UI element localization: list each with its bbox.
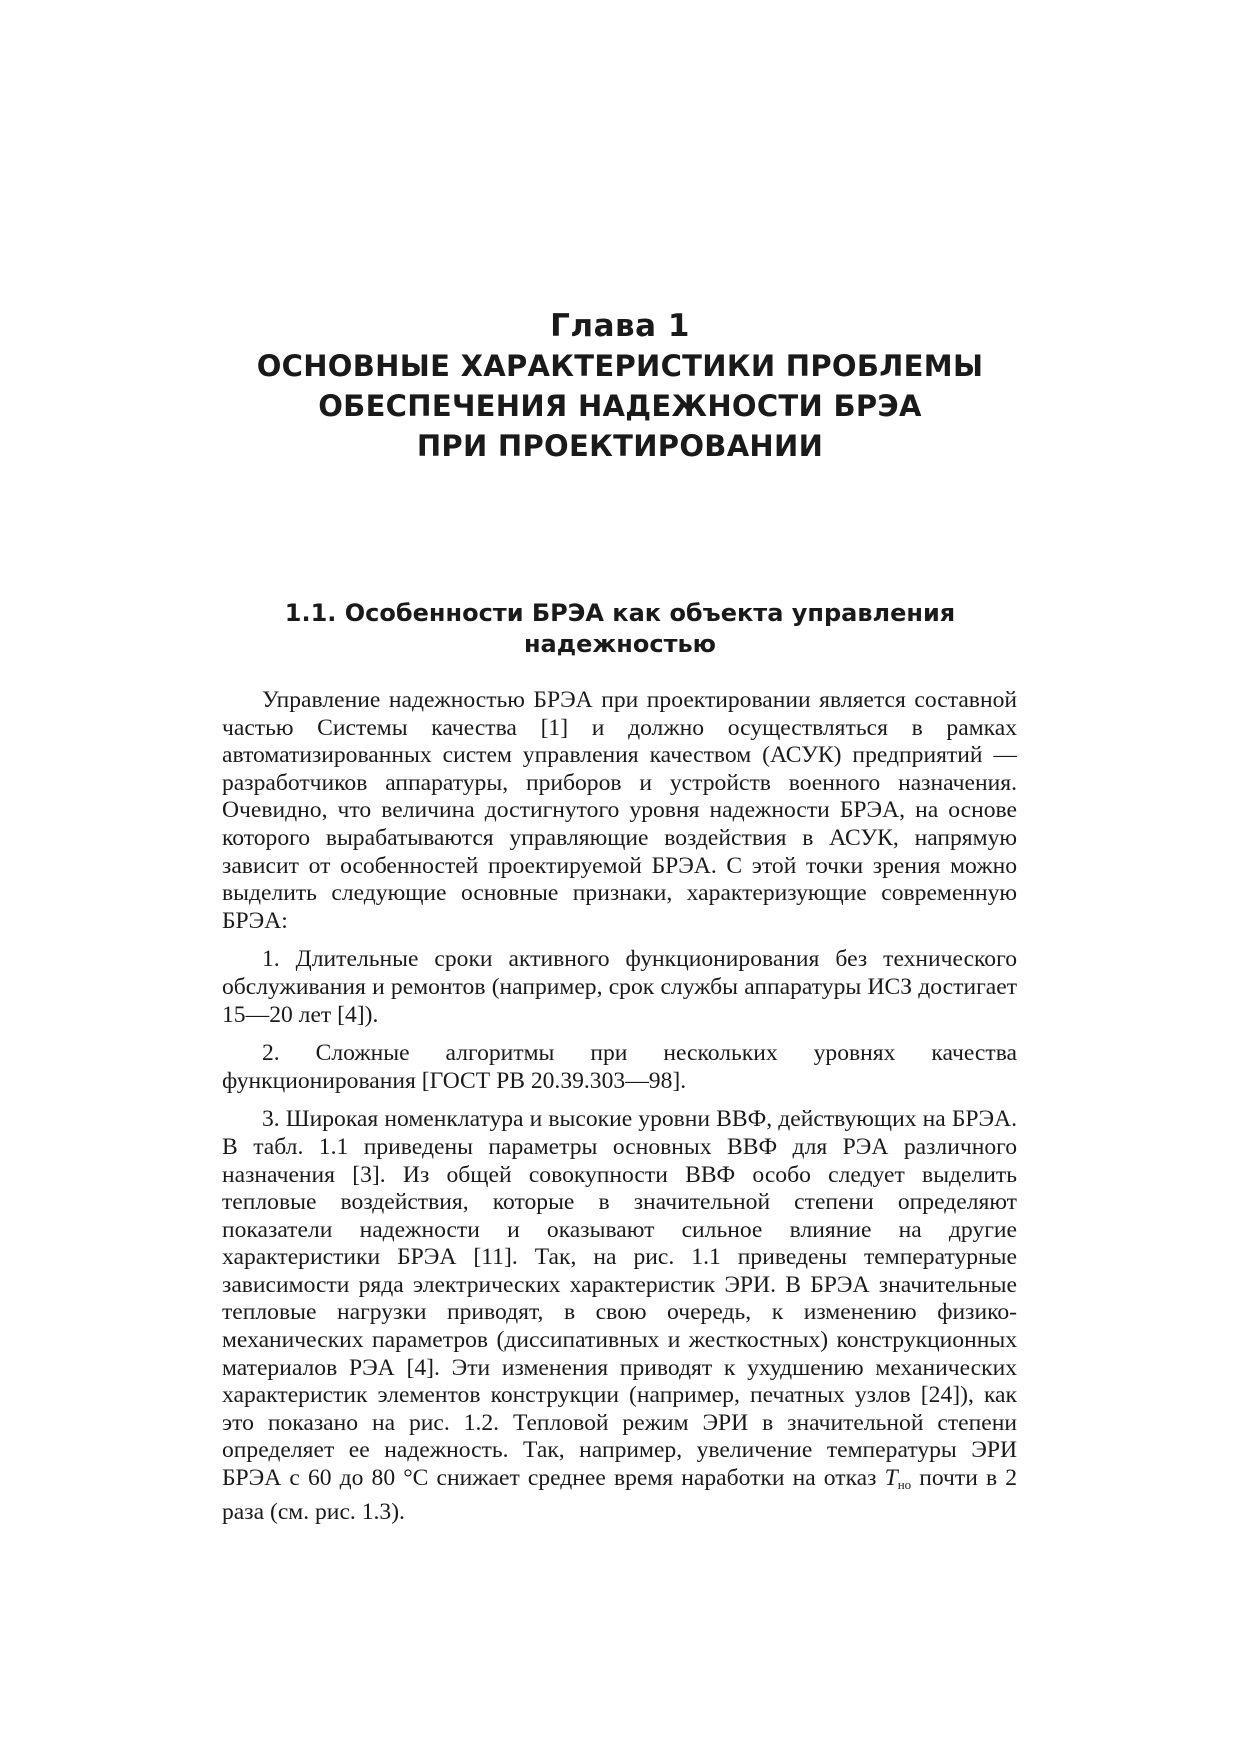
body-text bbox=[222, 687, 1017, 1526]
list-item-3 bbox=[222, 1106, 1017, 1526]
chapter-title-line: ОСНОВНЫЕ ХАРАКТЕРИСТИКИ ПРОБЛЕМЫ bbox=[256, 349, 984, 383]
list-item-3-end: почти в 2 раза (см. рис. 1.3). bbox=[222, 1465, 1017, 1525]
mtbf-symbol: T bbox=[884, 1465, 898, 1492]
paragraph-intro: Управление надежностью БРЭА при проектировании является составной частью Системы качества [1] и должно осуществляться в рамках автоматизированных систем управления качеством (АСУК) предприятий — разработчиков аппаратуры, приборов и устройств военного назначения. Очевидно, что величина достигнутого уровня надежности БРЭА, на основе которого вырабатываются управляющие воздействия в АСУК, напрямую зависит от особенностей проектируемой БРЭА. С этой точки зрения можно выделить следующие основные признаки, характеризующие современную БРЭА: bbox=[222, 687, 1017, 934]
chapter-title-line: ОБЕСПЕЧЕНИЯ НАДЕЖНОСТИ БРЭА bbox=[318, 389, 922, 423]
list-item-1: 1. Длительные сроки активного функционирования без технического обслуживания и ремонтов (например, срок службы аппаратуры ИСЗ достигает 15—20 лет [4]). bbox=[222, 946, 1017, 1028]
chapter-header bbox=[0, 306, 1240, 466]
section-heading-line: 1.1. Особенности БРЭА как объекта управления bbox=[284, 599, 956, 627]
list-item-3-text: 3. Широкая номенклатура и высокие уровни ВВФ, действующих на БРЭА. В табл. 1.1 приведены параметры основных ВВФ для РЭА различного назначения [3]. Из общей совокупности ВВФ особо следует выделить тепловые воздействия, которые в значительной степени определяют показатели надежности и оказывают сильное влияние на другие характеристики БРЭА [11]. Так, на рис. 1.1 приведены температурные зависимости ряда электрических характеристик ЭРИ. В БРЭА значительные тепловые нагрузки приводят, в свою очередь, к изменению физико-механических параметров (диссипативных и жесткостных) конструкционных материалов РЭА [4]. Эти изменения приводят к ухудшению механических характеристик элементов конструкции (например, печатных узлов [24]), как это показано на рис. 1.2. Тепловой режим ЭРИ в значительной степени определяет ее надежность. Так, например, увеличение температуры ЭРИ БРЭА с 60 до 80 °С снижает среднее время наработки на отказ bbox=[222, 1106, 1017, 1492]
list-item-2: 2. Сложные алгоритмы при нескольких уровнях качества функционирования [ГОСТ РВ 20.39.303—98]. bbox=[222, 1040, 1017, 1094]
mtbf-subscript: но bbox=[897, 1477, 912, 1493]
chapter-label: Глава 1 bbox=[550, 308, 690, 344]
chapter-title bbox=[0, 346, 1240, 466]
chapter-title-line: ПРИ ПРОЕКТИРОВАНИИ bbox=[416, 429, 824, 463]
section-heading bbox=[0, 598, 1240, 660]
section-heading-line: надежностью bbox=[523, 630, 717, 658]
